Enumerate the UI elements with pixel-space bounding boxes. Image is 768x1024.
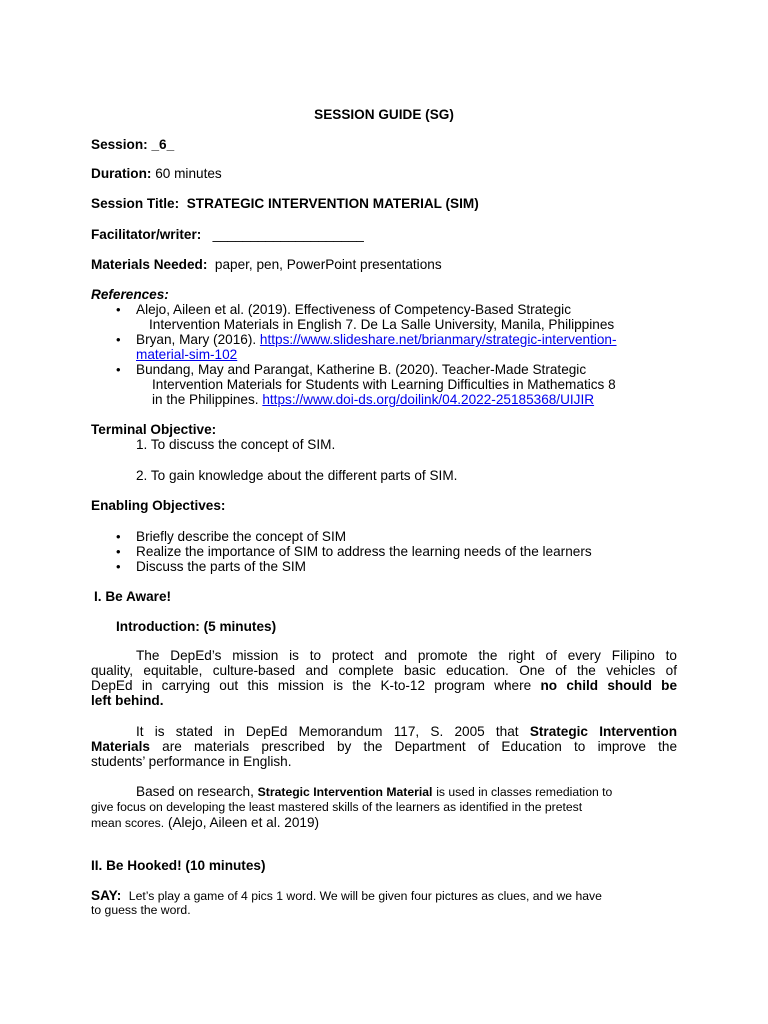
paragraph-emphasis: no child should be [540,678,678,693]
reference-1-line-1: Alejo, Aileen et al. (2019). Effectiveness of Competency-Based Strategic [136,302,571,317]
reference-2 [136,332,617,347]
paragraph-text: Based on research, [136,784,254,799]
paragraph-emphasis: Materials [91,739,150,754]
page-title: SESSION GUIDE (SG) [314,107,454,122]
session-title-value: STRATEGIC INTERVENTION MATERIAL (SIM) [186,196,479,211]
paragraph-emphasis: left behind. [91,693,164,708]
session-label: Session: [91,137,148,152]
paragraph-text: mean scores. [91,816,165,830]
paragraph-emphasis: Strategic Intervention Material [257,785,433,799]
reference-2-link-cont [136,347,237,362]
paragraph-text: is used in classes remediation to [436,785,613,799]
session-line [91,137,174,152]
paragraph-text: It is stated in DepEd Memorandum 117, S. 2005 that [136,724,519,739]
paragraph-line: students’ performance in English. [91,754,292,769]
paragraph-memorandum [91,724,677,769]
materials-label: Materials Needed: [91,257,208,272]
session-title-label: Session Title: [91,196,180,211]
terminal-objective-item: 2. To gain knowledge about the different parts of SIM. [136,468,458,483]
paragraph-line [91,815,681,831]
paragraph-line [91,739,677,754]
enabling-objective-item: Briefly describe the concept of SIM [136,529,347,544]
enabling-objectives-heading: Enabling Objectives: [91,498,226,513]
terminal-objective-heading: Terminal Objective: [91,422,217,437]
bullet-dot: • [116,302,121,317]
paragraph-line: give focus on developing the least mastered skills of the learners as identified in the pretest [91,800,583,814]
duration-label: Duration: [91,166,152,181]
enabling-objective-item: Realize the importance of SIM to address the learning needs of the learners [136,544,592,559]
facilitator-line [91,227,364,242]
facilitator-label: Facilitator/writer: [91,227,202,242]
introduction-heading: Introduction: (5 minutes) [116,619,277,634]
session-value: _6_ [151,137,175,152]
bullet-dot: • [116,544,121,559]
paragraph-line [91,678,677,693]
paragraph-text: are materials prescribed by the Department of Education to improve the [162,739,678,754]
reference-3-line-2: Intervention Materials for Students with Learning Difficulties in Mathematics 8 [152,377,616,392]
say-label: SAY: [91,888,122,903]
say-text: Let’s play a game of 4 pics 1 word. We will be given four pictures as clues, and we have [128,889,602,903]
paragraph-research [91,784,681,831]
terminal-objective-item: 1. To discuss the concept of SIM. [136,437,336,452]
paragraph-text: DepEd in carrying out this mission is the K-to-12 program where [91,678,532,693]
materials-value: paper, pen, PowerPoint presentations [214,257,442,272]
enabling-objective-item: Discuss the parts of the SIM [136,559,306,574]
say-text-cont: to guess the word. [91,903,191,917]
bullet-dot: • [116,362,121,377]
reference-2-link[interactable]: https://www.slideshare.net/brianmary/strategic-intervention- [259,332,617,347]
reference-2-text: Bryan, Mary (2016). [136,332,257,347]
paragraph-line: The DepEd’s mission is to protect and promote the right of every Filipino to [136,648,677,663]
section-2-heading: II. Be Hooked! (10 minutes) [91,858,266,873]
facilitator-blank: ____________________ [212,227,364,242]
reference-1-line-2: Intervention Materials in English 7. De La Salle University, Manila, Philippines [149,317,615,332]
paragraph-line [91,784,681,800]
paragraph-line: quality, equitable, culture-based and complete basic education. One of the vehicles of [91,663,677,678]
session-title-line [91,196,479,211]
bullet-dot: • [116,529,121,544]
paragraph-line [91,724,677,739]
duration-value: 60 minutes [155,166,222,181]
reference-3-line-1: Bundang, May and Parangat, Katherine B. (2020). Teacher-Made Strategic [136,362,587,377]
reference-3-text: in the Philippines. [152,392,259,407]
say-line [91,888,602,904]
duration-line [91,166,222,181]
citation: (Alejo, Aileen et al. 2019) [167,815,320,830]
bullet-dot: • [116,332,121,347]
references-heading: References: [91,287,169,302]
materials-line [91,257,442,272]
paragraph-mission [91,648,677,708]
section-1-heading: I. Be Aware! [94,589,172,604]
reference-3-link[interactable]: https://www.doi-ds.org/doilink/04.2022-25185368/UIJIR [262,392,595,407]
reference-3-line-3 [152,392,594,407]
paragraph-emphasis: Strategic Intervention [529,724,677,739]
reference-2-link-line-2[interactable]: material-sim-102 [136,347,238,362]
bullet-dot: • [116,559,121,574]
